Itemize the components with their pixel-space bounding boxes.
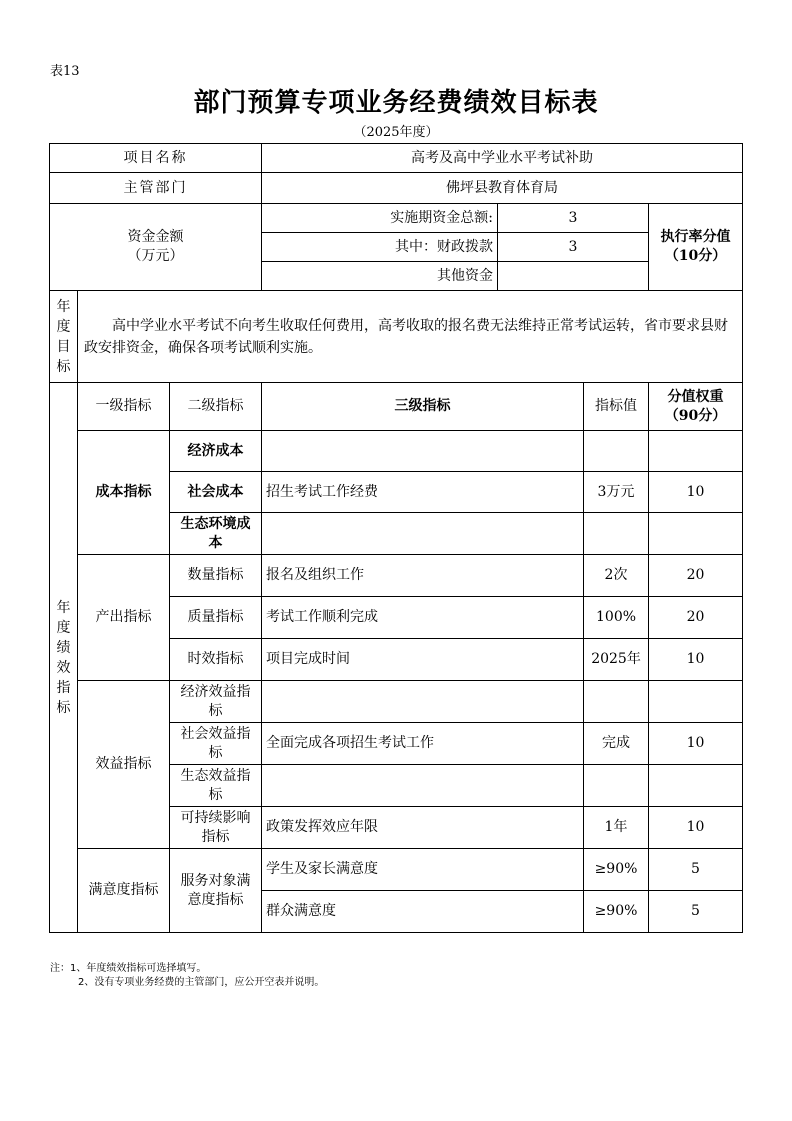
benefit-value (584, 681, 649, 723)
output-level2: 时效指标 (170, 639, 262, 681)
output-level3: 项目完成时间 (262, 639, 584, 681)
cost-value (584, 513, 649, 555)
col-value: 指标值 (584, 383, 649, 431)
department-label: 主管部门 (50, 173, 262, 204)
page-title: 部门预算专项业务经费绩效目标表 (193, 88, 599, 118)
department-value: 佛坪县教育体育局 (262, 173, 743, 204)
cost-indicator-label: 成本指标 (78, 431, 170, 555)
output-level2: 数量指标 (170, 555, 262, 597)
total-funds-value: 3 (498, 204, 649, 233)
benefit-value: 完成 (584, 723, 649, 765)
output-indicator-label: 产出指标 (78, 555, 170, 681)
benefit-weight (649, 681, 743, 723)
satisfaction-level2: 服务对象满意度指标 (170, 849, 262, 933)
footnote-1: 注：1、年度绩效指标可选择填写。 (50, 963, 207, 974)
project-name-label: 项目名称 (50, 144, 262, 173)
annual-indicators-label: 年度绩效指标 (50, 383, 78, 933)
table-number: 表13 (50, 64, 80, 79)
output-level2: 质量指标 (170, 597, 262, 639)
satisfaction-level3: 群众满意度 (262, 891, 584, 933)
benefit-weight: 10 (649, 807, 743, 849)
cost-weight: 10 (649, 472, 743, 513)
total-funds-label: 实施期资金总额: (262, 204, 498, 233)
fiscal-year: （2025年度） (353, 125, 439, 140)
funds-label: 资金金额 (127, 229, 184, 245)
satisfaction-value: ≥90% (584, 849, 649, 891)
cost-level3 (262, 513, 584, 555)
benefit-level3: 政策发挥效应年限 (262, 807, 584, 849)
col-weight (649, 383, 743, 431)
satisfaction-value: ≥90% (584, 891, 649, 933)
fiscal-funds-value: 3 (498, 233, 649, 262)
cost-level3 (262, 431, 584, 472)
output-value: 2次 (584, 555, 649, 597)
benefit-weight (649, 765, 743, 807)
output-value: 100% (584, 597, 649, 639)
output-weight: 20 (649, 597, 743, 639)
annual-goal-label: 年度目标 (50, 291, 78, 383)
benefit-level2: 可持续影响指标 (170, 807, 262, 849)
benefit-level3 (262, 765, 584, 807)
funds-unit: （万元） (127, 248, 184, 264)
output-level3: 考试工作顺利完成 (262, 597, 584, 639)
benefit-level2: 生态效益指标 (170, 765, 262, 807)
benefit-indicator-label: 效益指标 (78, 681, 170, 849)
other-funds-label: 其他资金 (262, 262, 498, 291)
col-level3: 三级指标 (262, 383, 584, 431)
benefit-level2: 经济效益指标 (170, 681, 262, 723)
execution-rate-label: 执行率分值 (660, 229, 731, 245)
output-weight: 10 (649, 639, 743, 681)
funds-cell (50, 204, 262, 291)
benefit-value: 1年 (584, 807, 649, 849)
benefit-level3: 全面完成各项招生考试工作 (262, 723, 584, 765)
cost-level3: 招生考试工作经费 (262, 472, 584, 513)
annual-goal-text: 高中学业水平考试不向考生收取任何费用，高考收取的报名费无法维持正常考试运转，省市要求县财政安排资金，确保各项考试顺利实施。 (78, 291, 743, 383)
execution-rate-cell (649, 204, 743, 291)
footnote-2: 2、没有专项业务经费的主管部门，应公开空表并说明。 (78, 977, 325, 988)
satisfaction-weight: 5 (649, 891, 743, 933)
col-weight-total: （90分） (664, 407, 727, 424)
output-value: 2025年 (584, 639, 649, 681)
benefit-level3 (262, 681, 584, 723)
benefit-value (584, 765, 649, 807)
other-funds-value (498, 262, 649, 291)
benefit-weight: 10 (649, 723, 743, 765)
execution-rate-score: （10分） (664, 248, 727, 264)
cost-weight (649, 513, 743, 555)
output-level3: 报名及组织工作 (262, 555, 584, 597)
project-name-value: 高考及高中学业水平考试补助 (262, 144, 743, 173)
cost-value: 3万元 (584, 472, 649, 513)
benefit-level2: 社会效益指标 (170, 723, 262, 765)
cost-level2: 生态环境成本 (170, 513, 262, 555)
col-level2: 二级指标 (170, 383, 262, 431)
cost-value (584, 431, 649, 472)
cost-level2: 社会成本 (170, 472, 262, 513)
col-level1: 一级指标 (78, 383, 170, 431)
output-weight: 20 (649, 555, 743, 597)
performance-goal-table (49, 143, 743, 933)
satisfaction-level3: 学生及家长满意度 (262, 849, 584, 891)
cost-weight (649, 431, 743, 472)
satisfaction-indicator-label: 满意度指标 (78, 849, 170, 933)
footnotes (50, 962, 324, 990)
satisfaction-weight: 5 (649, 849, 743, 891)
col-weight-label: 分值权重 (667, 388, 724, 405)
fiscal-funds-label: 其中：财政拨款 (262, 233, 498, 262)
cost-level2: 经济成本 (170, 431, 262, 472)
